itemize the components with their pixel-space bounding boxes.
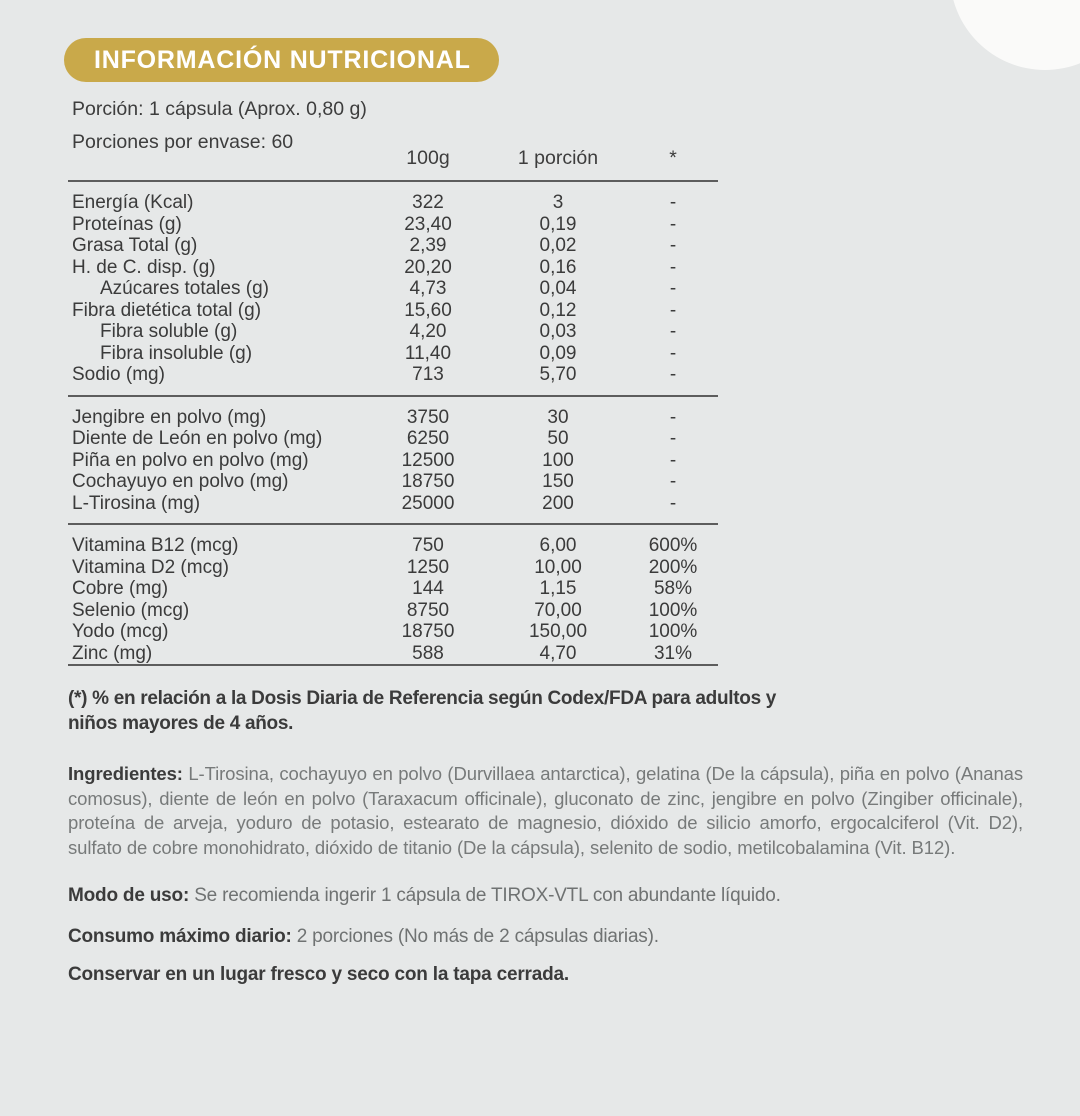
value-per-100g: 2,39 bbox=[409, 235, 447, 256]
value-daily-percent: 31% bbox=[653, 642, 693, 664]
table-row bbox=[68, 578, 718, 600]
value-per-100g: 25000 bbox=[401, 492, 455, 514]
column-header-per-serving: 1 porción bbox=[517, 147, 599, 169]
daily-value-footnote: (*) % en relación a la Dosis Diaria de Referencia según Codex/FDA para adultos y niños mayores de 4 años. bbox=[68, 688, 777, 734]
value-per-serving: 150 bbox=[542, 471, 574, 492]
table-row bbox=[68, 300, 718, 322]
table-header-row bbox=[68, 140, 718, 181]
table-section-divider bbox=[68, 524, 718, 535]
table-row bbox=[68, 450, 718, 472]
nutrient-name: Zinc (mg) bbox=[72, 642, 153, 664]
value-daily-percent: 100% bbox=[648, 621, 698, 642]
table-row bbox=[68, 407, 718, 429]
value-daily-percent: - bbox=[669, 213, 677, 235]
table-row bbox=[68, 621, 718, 643]
nutrient-name: Sodio (mg) bbox=[72, 364, 165, 385]
servings-per-container-text: Porciones por envase: 60 bbox=[72, 131, 294, 153]
table-row bbox=[68, 192, 718, 214]
value-per-100g: 588 bbox=[412, 642, 444, 664]
page-title: INFORMACIÓN NUTRICIONAL bbox=[94, 45, 471, 74]
ingredients-paragraph bbox=[68, 762, 1023, 860]
value-per-serving: 0,09 bbox=[539, 342, 577, 364]
value-daily-percent: - bbox=[669, 471, 677, 492]
nutrient-name: Cochayuyo en polvo (mg) bbox=[72, 471, 289, 492]
table-row bbox=[68, 600, 718, 622]
value-daily-percent: - bbox=[669, 256, 677, 278]
value-per-100g: 20,20 bbox=[404, 256, 452, 278]
value-per-100g: 4,20 bbox=[409, 321, 447, 342]
nutrient-name: Grasa Total (g) bbox=[72, 235, 198, 256]
max-daily-intake bbox=[68, 925, 659, 949]
table-row bbox=[68, 364, 718, 386]
nutrient-name: Vitamina D2 (mcg) bbox=[72, 556, 229, 578]
column-header-daily-value: * bbox=[669, 147, 677, 169]
value-daily-percent: - bbox=[669, 364, 677, 385]
value-per-100g: 1250 bbox=[406, 556, 450, 578]
value-daily-percent: 200% bbox=[648, 556, 698, 578]
value-per-serving: 100 bbox=[542, 449, 574, 471]
nutrient-name: Jengibre en polvo (mg) bbox=[72, 406, 267, 428]
nutrition-title-badge bbox=[64, 38, 499, 82]
value-per-serving: 1,15 bbox=[539, 578, 577, 599]
column-header-nutrient bbox=[68, 140, 368, 181]
value-daily-percent: - bbox=[669, 235, 677, 256]
value-per-100g: 15,60 bbox=[404, 299, 452, 321]
nutrient-name: H. de C. disp. (g) bbox=[72, 256, 216, 278]
value-per-100g: 6250 bbox=[406, 428, 450, 449]
value-per-100g: 23,40 bbox=[404, 213, 452, 235]
column-header-per-100g: 100g bbox=[406, 147, 450, 169]
value-daily-percent: - bbox=[669, 449, 677, 471]
value-per-serving: 0,19 bbox=[539, 213, 577, 235]
table-row bbox=[68, 493, 718, 515]
table-row bbox=[68, 471, 718, 493]
table-row bbox=[68, 535, 718, 557]
nutrient-name: Fibra insoluble (g) bbox=[100, 342, 253, 364]
value-daily-percent: - bbox=[669, 321, 677, 342]
value-per-serving: 4,70 bbox=[539, 642, 577, 664]
table-bottom-divider bbox=[68, 665, 718, 668]
nutrient-name: Diente de León en polvo (mg) bbox=[72, 428, 323, 449]
table-row bbox=[68, 557, 718, 579]
table-row bbox=[68, 257, 718, 279]
table-header bbox=[68, 140, 718, 181]
value-per-100g: 18750 bbox=[401, 471, 455, 492]
value-per-100g: 3750 bbox=[406, 406, 450, 428]
table-row bbox=[68, 235, 718, 257]
value-daily-percent: - bbox=[669, 492, 677, 514]
value-daily-percent: - bbox=[669, 406, 677, 428]
nutrient-name: Proteínas (g) bbox=[72, 213, 182, 235]
value-per-100g: 11,40 bbox=[404, 342, 452, 364]
value-per-serving: 200 bbox=[542, 492, 574, 514]
value-per-serving: 5,70 bbox=[539, 364, 577, 385]
value-daily-percent: 600% bbox=[648, 535, 698, 556]
value-per-serving: 10,00 bbox=[534, 556, 582, 578]
value-per-serving: 6,00 bbox=[539, 535, 577, 556]
value-per-100g: 713 bbox=[412, 364, 444, 385]
table-section-gap bbox=[68, 386, 718, 396]
bottom-right-corner-highlight bbox=[950, 0, 1080, 70]
value-per-100g: 322 bbox=[412, 192, 444, 213]
value-daily-percent: - bbox=[669, 192, 677, 213]
table-row bbox=[68, 214, 718, 236]
storage-instructions: Conservar en un lugar fresco y seco con la tapa cerrada. bbox=[68, 964, 569, 985]
table-section-divider bbox=[68, 181, 718, 192]
value-per-serving: 0,03 bbox=[539, 321, 577, 342]
value-per-100g: 750 bbox=[412, 535, 444, 556]
ingredients-text: L-Tirosina, cochayuyo en polvo (Durvillaea antarctica), gelatina (De la cápsula), piña en polvo (Ananas comosus), diente de león en polvo (Taraxacum officinale), gluconato de zinc, jengibre en polvo (Zingiber officinale), proteína de arveja, yoduro de potasio, estearato de magnesio, dióxido de silicio amorfo, ergocalciferol (Vit. D2), sulfato de cobre monohidrato, dióxido de titanio (De la cápsula), selenito de sodio, metilcobalamina (Vit. B12). bbox=[68, 763, 1023, 858]
table-section-divider bbox=[68, 396, 718, 407]
table-row bbox=[68, 643, 718, 666]
nutrient-name: Vitamina B12 (mcg) bbox=[72, 535, 239, 556]
value-per-serving: 70,00 bbox=[534, 599, 582, 621]
nutrient-name: L-Tirosina (mg) bbox=[72, 492, 201, 514]
nutrient-name: Cobre (mg) bbox=[72, 578, 169, 599]
value-daily-percent: 58% bbox=[653, 578, 693, 599]
max-intake-text: 2 porciones (No más de 2 cápsulas diarias). bbox=[296, 926, 659, 947]
usage-text: Se recomienda ingerir 1 cápsula de TIROX-VTL con abundante líquido. bbox=[194, 885, 781, 906]
value-daily-percent: - bbox=[669, 428, 677, 449]
value-per-serving: 0,04 bbox=[539, 278, 577, 299]
nutrient-name: Piña en polvo en polvo (mg) bbox=[72, 449, 309, 471]
table-row bbox=[68, 428, 718, 450]
value-per-100g: 12500 bbox=[401, 449, 455, 471]
usage-label: Modo de uso: bbox=[68, 885, 190, 906]
value-per-100g: 144 bbox=[412, 578, 444, 599]
value-daily-percent: - bbox=[669, 278, 677, 299]
table-row bbox=[68, 343, 718, 365]
value-per-serving: 150,00 bbox=[528, 621, 588, 642]
nutrient-name: Energía (Kcal) bbox=[72, 192, 194, 213]
nutrition-facts-table bbox=[68, 140, 718, 668]
max-intake-label: Consumo máximo diario: bbox=[68, 926, 292, 947]
value-per-serving: 0,12 bbox=[539, 299, 577, 321]
value-per-serving: 0,16 bbox=[539, 256, 577, 278]
value-daily-percent: - bbox=[669, 342, 677, 364]
value-per-serving: 50 bbox=[547, 428, 569, 449]
nutrient-name: Yodo (mcg) bbox=[72, 621, 169, 642]
serving-size-text: Porción: 1 cápsula (Aprox. 0,80 g) bbox=[72, 98, 367, 120]
value-per-100g: 18750 bbox=[401, 621, 455, 642]
value-per-100g: 4,73 bbox=[409, 278, 447, 299]
table-body bbox=[68, 181, 718, 668]
ingredients-label: Ingredientes: bbox=[68, 763, 183, 784]
value-per-serving: 30 bbox=[547, 406, 569, 428]
nutrient-name: Selenio (mcg) bbox=[72, 599, 190, 621]
table-row bbox=[68, 321, 718, 343]
value-per-serving: 3 bbox=[552, 192, 564, 213]
value-per-serving: 0,02 bbox=[539, 235, 577, 256]
nutrient-name: Azúcares totales (g) bbox=[100, 278, 269, 299]
table-row bbox=[68, 278, 718, 300]
nutrient-name: Fibra soluble (g) bbox=[100, 321, 238, 342]
table-section-gap bbox=[68, 514, 718, 524]
value-per-100g: 8750 bbox=[406, 599, 450, 621]
value-daily-percent: - bbox=[669, 299, 677, 321]
value-daily-percent: 100% bbox=[648, 599, 698, 621]
nutrient-name: Fibra dietética total (g) bbox=[72, 299, 262, 321]
usage-instructions bbox=[68, 884, 781, 908]
